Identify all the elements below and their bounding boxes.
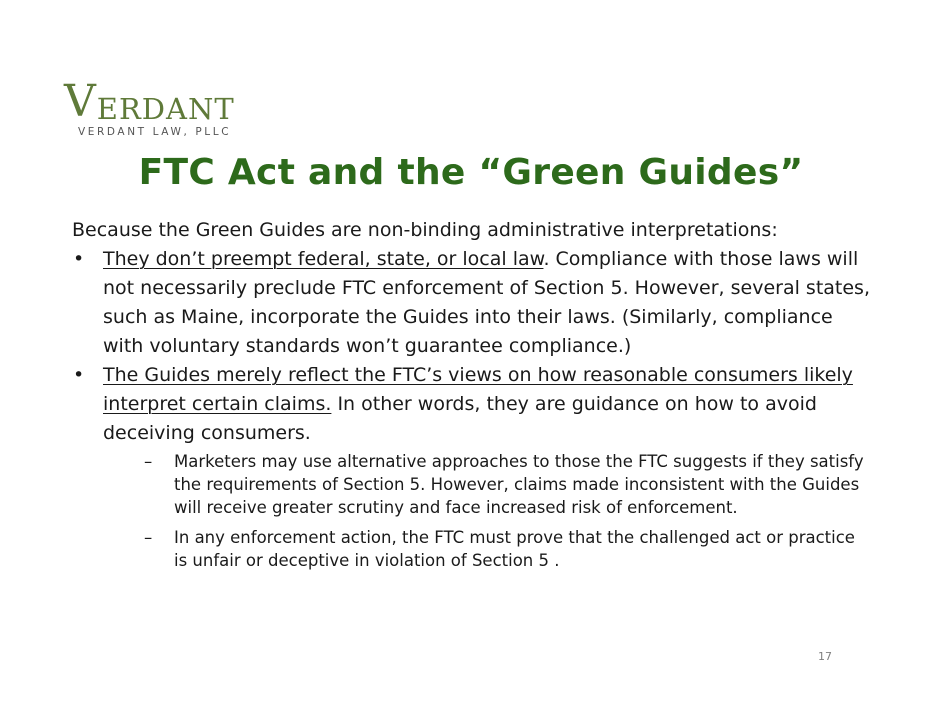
bullet-item xyxy=(72,361,872,572)
page-number: 17 xyxy=(818,650,832,663)
bullet-underlined-text: The Guides merely reflect the FTC’s views on how reasonable consumers likely interpret certain claims. xyxy=(103,364,853,415)
logo-wordmark xyxy=(64,76,254,127)
bullet-text: In other words, they are guidance on how to avoid deceiving consumers. xyxy=(103,393,817,444)
bullet-icon: • xyxy=(73,364,85,386)
logo-name: ERDANT xyxy=(96,92,235,126)
dash-icon: – xyxy=(144,452,153,471)
sub-bullet-item xyxy=(144,526,872,572)
bullet-text: . Compliance with those laws will not necessarily preclude FTC enforcement of Section 5. However, several states, such as Maine, incorporate the Guides into their laws. (Similarly, compliance with voluntary standards won’t guarantee compliance.) xyxy=(103,248,870,357)
sub-bullet-list xyxy=(103,450,872,572)
bullet-list xyxy=(72,245,872,572)
sub-bullet-text: In any enforcement action, the FTC must prove that the challenged act or practice is unfair or deceptive in violation of Section 5 . xyxy=(174,528,855,570)
bullet-item xyxy=(72,245,872,361)
logo-initial: V xyxy=(64,76,97,127)
bullet-underlined-text: They don’t preempt federal, state, or local law xyxy=(103,248,544,270)
sub-bullet-item xyxy=(144,450,872,519)
slide-title: FTC Act and the “Green Guides” xyxy=(138,152,804,193)
intro-text: Because the Green Guides are non-binding administrative interpretations: xyxy=(72,219,778,241)
verdant-logo xyxy=(64,76,254,138)
dash-icon: – xyxy=(144,528,153,547)
slide-body xyxy=(72,216,872,579)
bullet-icon: • xyxy=(73,248,85,270)
sub-bullet-text: Marketers may use alternative approaches to those the FTC suggests if they satisfy the requirements of Section 5. However, claims made inconsistent with the Guides will receive greater scrutiny and face increased risk of enforcement. xyxy=(174,452,864,517)
logo-subtitle: VERDANT LAW, PLLC xyxy=(78,126,232,138)
